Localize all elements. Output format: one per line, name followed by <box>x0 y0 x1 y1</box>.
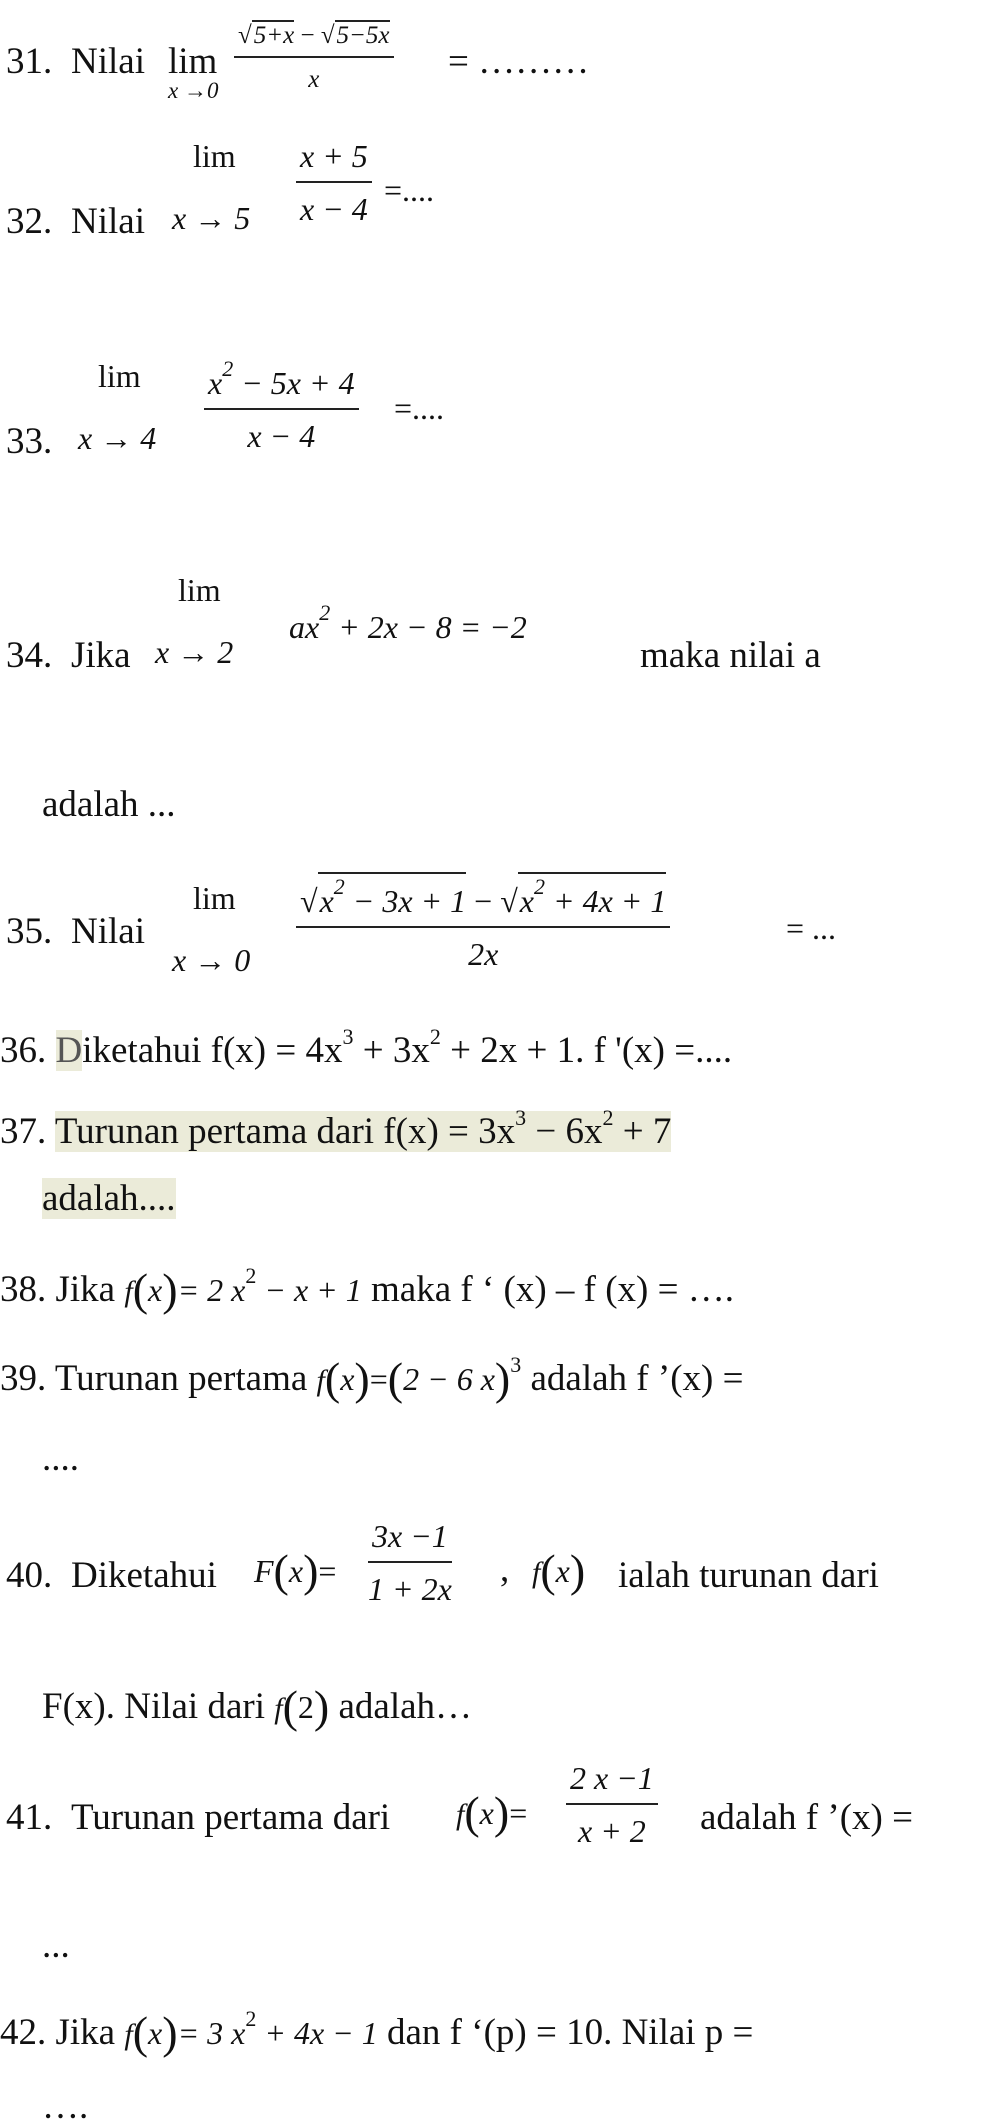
limit-fraction <box>296 138 372 228</box>
derivative-symbol: f(x) <box>532 1545 586 1596</box>
limit-label: lim <box>193 138 236 174</box>
limit-label: lim <box>193 880 236 916</box>
radicand-2: $x^2 + 4x + 1$ <box>519 874 667 919</box>
question-continuation: adalah ... <box>42 784 176 825</box>
question-lead: Nilai <box>71 911 145 952</box>
question-lead: Diketahui <box>71 1555 217 1596</box>
expression-rest: + 2x − 8 = −2 <box>330 609 527 645</box>
question-number: 39. <box>0 1358 47 1399</box>
function-symbol: f <box>124 1275 133 1308</box>
function-expression: f(x)= <box>456 1787 528 1838</box>
highlighted-text: Turunan pertama dari $f(x) = 3x^3 - 6x^2 + 7$ <box>54 1105 672 1152</box>
fraction-denominator: 2x <box>296 926 670 973</box>
highlighted-letter: D <box>55 1030 83 1071</box>
limit-fraction: $\frac{√5+x - √5-5x}{x}$ <box>234 20 394 94</box>
question-number: 40. <box>6 1555 53 1596</box>
fraction-denominator: x − 4 <box>296 181 372 228</box>
numerator-rest: − 5x + 4 <box>233 365 355 401</box>
question-tail: = ……… <box>448 41 590 82</box>
question-tail: =.... <box>384 172 435 208</box>
question-number: 31. <box>6 41 53 82</box>
question-number: 38. <box>0 1269 47 1310</box>
limit-subscript: x → 5 <box>172 200 251 236</box>
function-expression: F(x)= <box>254 1545 337 1596</box>
question-number: 37. <box>0 1111 47 1152</box>
question-number: 34. <box>6 635 53 676</box>
minus-sign: − <box>300 22 315 49</box>
question-continuation: F(x). Nilai dari f(2) adalah… <box>42 1681 473 1732</box>
question-number: 33. <box>6 421 53 462</box>
question-number: 41. <box>6 1797 53 1838</box>
limit-expression <box>289 600 527 646</box>
function-fraction <box>566 1760 658 1850</box>
fraction-denominator: x <box>234 56 394 94</box>
limit-subscript: x →0 <box>168 78 219 103</box>
fraction-denominator: 1 + 2x <box>368 1561 452 1608</box>
limit-label: lim <box>168 41 218 82</box>
question-tail: =.... <box>394 390 445 426</box>
limit-subscript: x → 0 <box>172 942 251 978</box>
exponent: 2 <box>319 600 331 625</box>
question-text: iketahui f(x) = 4x <box>82 1030 343 1071</box>
question-39: 39. Turunan pertama f(x)=(2 − 6 x)$^3$ adalah f ’(x) = <box>0 1352 744 1404</box>
question-lead: Turunan pertama <box>54 1358 308 1399</box>
question-39-continuation: .... <box>42 1438 79 1479</box>
exponent: 2 <box>222 356 234 381</box>
question-36: 36. Diketahui $f(x) = 4x^3 + 3x^2 + 2x + 1$. f '(x) =.... <box>0 1024 733 1071</box>
question-continuation: ... <box>42 1925 70 1966</box>
limit-fraction: $\frac{√x^2 - 3x + 1 - √x^2 + 4x + 1}{2x}$ <box>296 872 670 973</box>
question-42: 42. Jika f(x)= 3 $x^2 + 4x - 1$ dan f ‘(p) = 10. Nilai p = <box>0 2006 754 2058</box>
radicand-b: 5−5x <box>336 22 390 49</box>
comma: , <box>500 1549 510 1590</box>
fraction-numerator: x + 5 <box>300 138 368 174</box>
question-42-continuation: …. <box>42 2086 89 2127</box>
base: x <box>208 365 223 401</box>
radicand-a: 5+x <box>253 22 295 49</box>
question-number: 36. <box>0 1030 47 1071</box>
question-lead: Nilai <box>71 201 145 242</box>
fraction-numerator: 3x −1 <box>372 1518 448 1554</box>
function-symbol: f <box>316 1364 325 1397</box>
question-after: adalah f ’(x) = <box>530 1358 744 1399</box>
function-symbol: f <box>124 2018 133 2051</box>
question-37-continuation: adalah.... <box>42 1178 176 1219</box>
limit-label: lim <box>98 358 141 394</box>
question-37 <box>0 1107 671 1150</box>
function-fraction <box>368 1518 452 1608</box>
question-number: 42. <box>0 2012 47 2053</box>
fraction-denominator: x + 2 <box>566 1803 658 1850</box>
question-lead: Turunan pertama dari <box>71 1797 391 1838</box>
limit-subscript: x → 4 <box>78 420 157 456</box>
question-lead: Jika <box>55 2012 116 2053</box>
minus-sign: − <box>474 883 493 919</box>
question-tail: = ... <box>786 910 837 946</box>
question-38: 38. Jika f(x)= 2 $x^2 - x + 1$ maka f ‘ (x) – f (x) = …. <box>0 1263 734 1315</box>
question-after: dan f ‘(p) = 10. Nilai p = <box>387 2012 754 2053</box>
question-number: 35. <box>6 911 53 952</box>
fraction-denominator: x − 4 <box>204 408 359 455</box>
question-after: ialah turunan dari <box>618 1555 879 1596</box>
base: ax <box>289 609 320 645</box>
question-lead: Jika <box>55 1269 116 1310</box>
question-lead: Jika <box>71 635 131 676</box>
question-after: maka f ‘ (x) – f (x) = …. <box>371 1269 734 1310</box>
question-after: adalah f ’(x) = <box>700 1797 913 1838</box>
limit-subscript: x → 2 <box>155 634 234 670</box>
fraction-numerator: 2 x −1 <box>570 1760 654 1796</box>
radicand-1: $x^2 - 3x + 1$ <box>319 874 467 919</box>
limit-fraction <box>204 356 359 455</box>
question-after: maka nilai a <box>640 635 821 676</box>
limit-label: lim <box>178 572 221 608</box>
question-number: 32. <box>6 201 53 242</box>
question-lead: Nilai <box>71 41 145 82</box>
